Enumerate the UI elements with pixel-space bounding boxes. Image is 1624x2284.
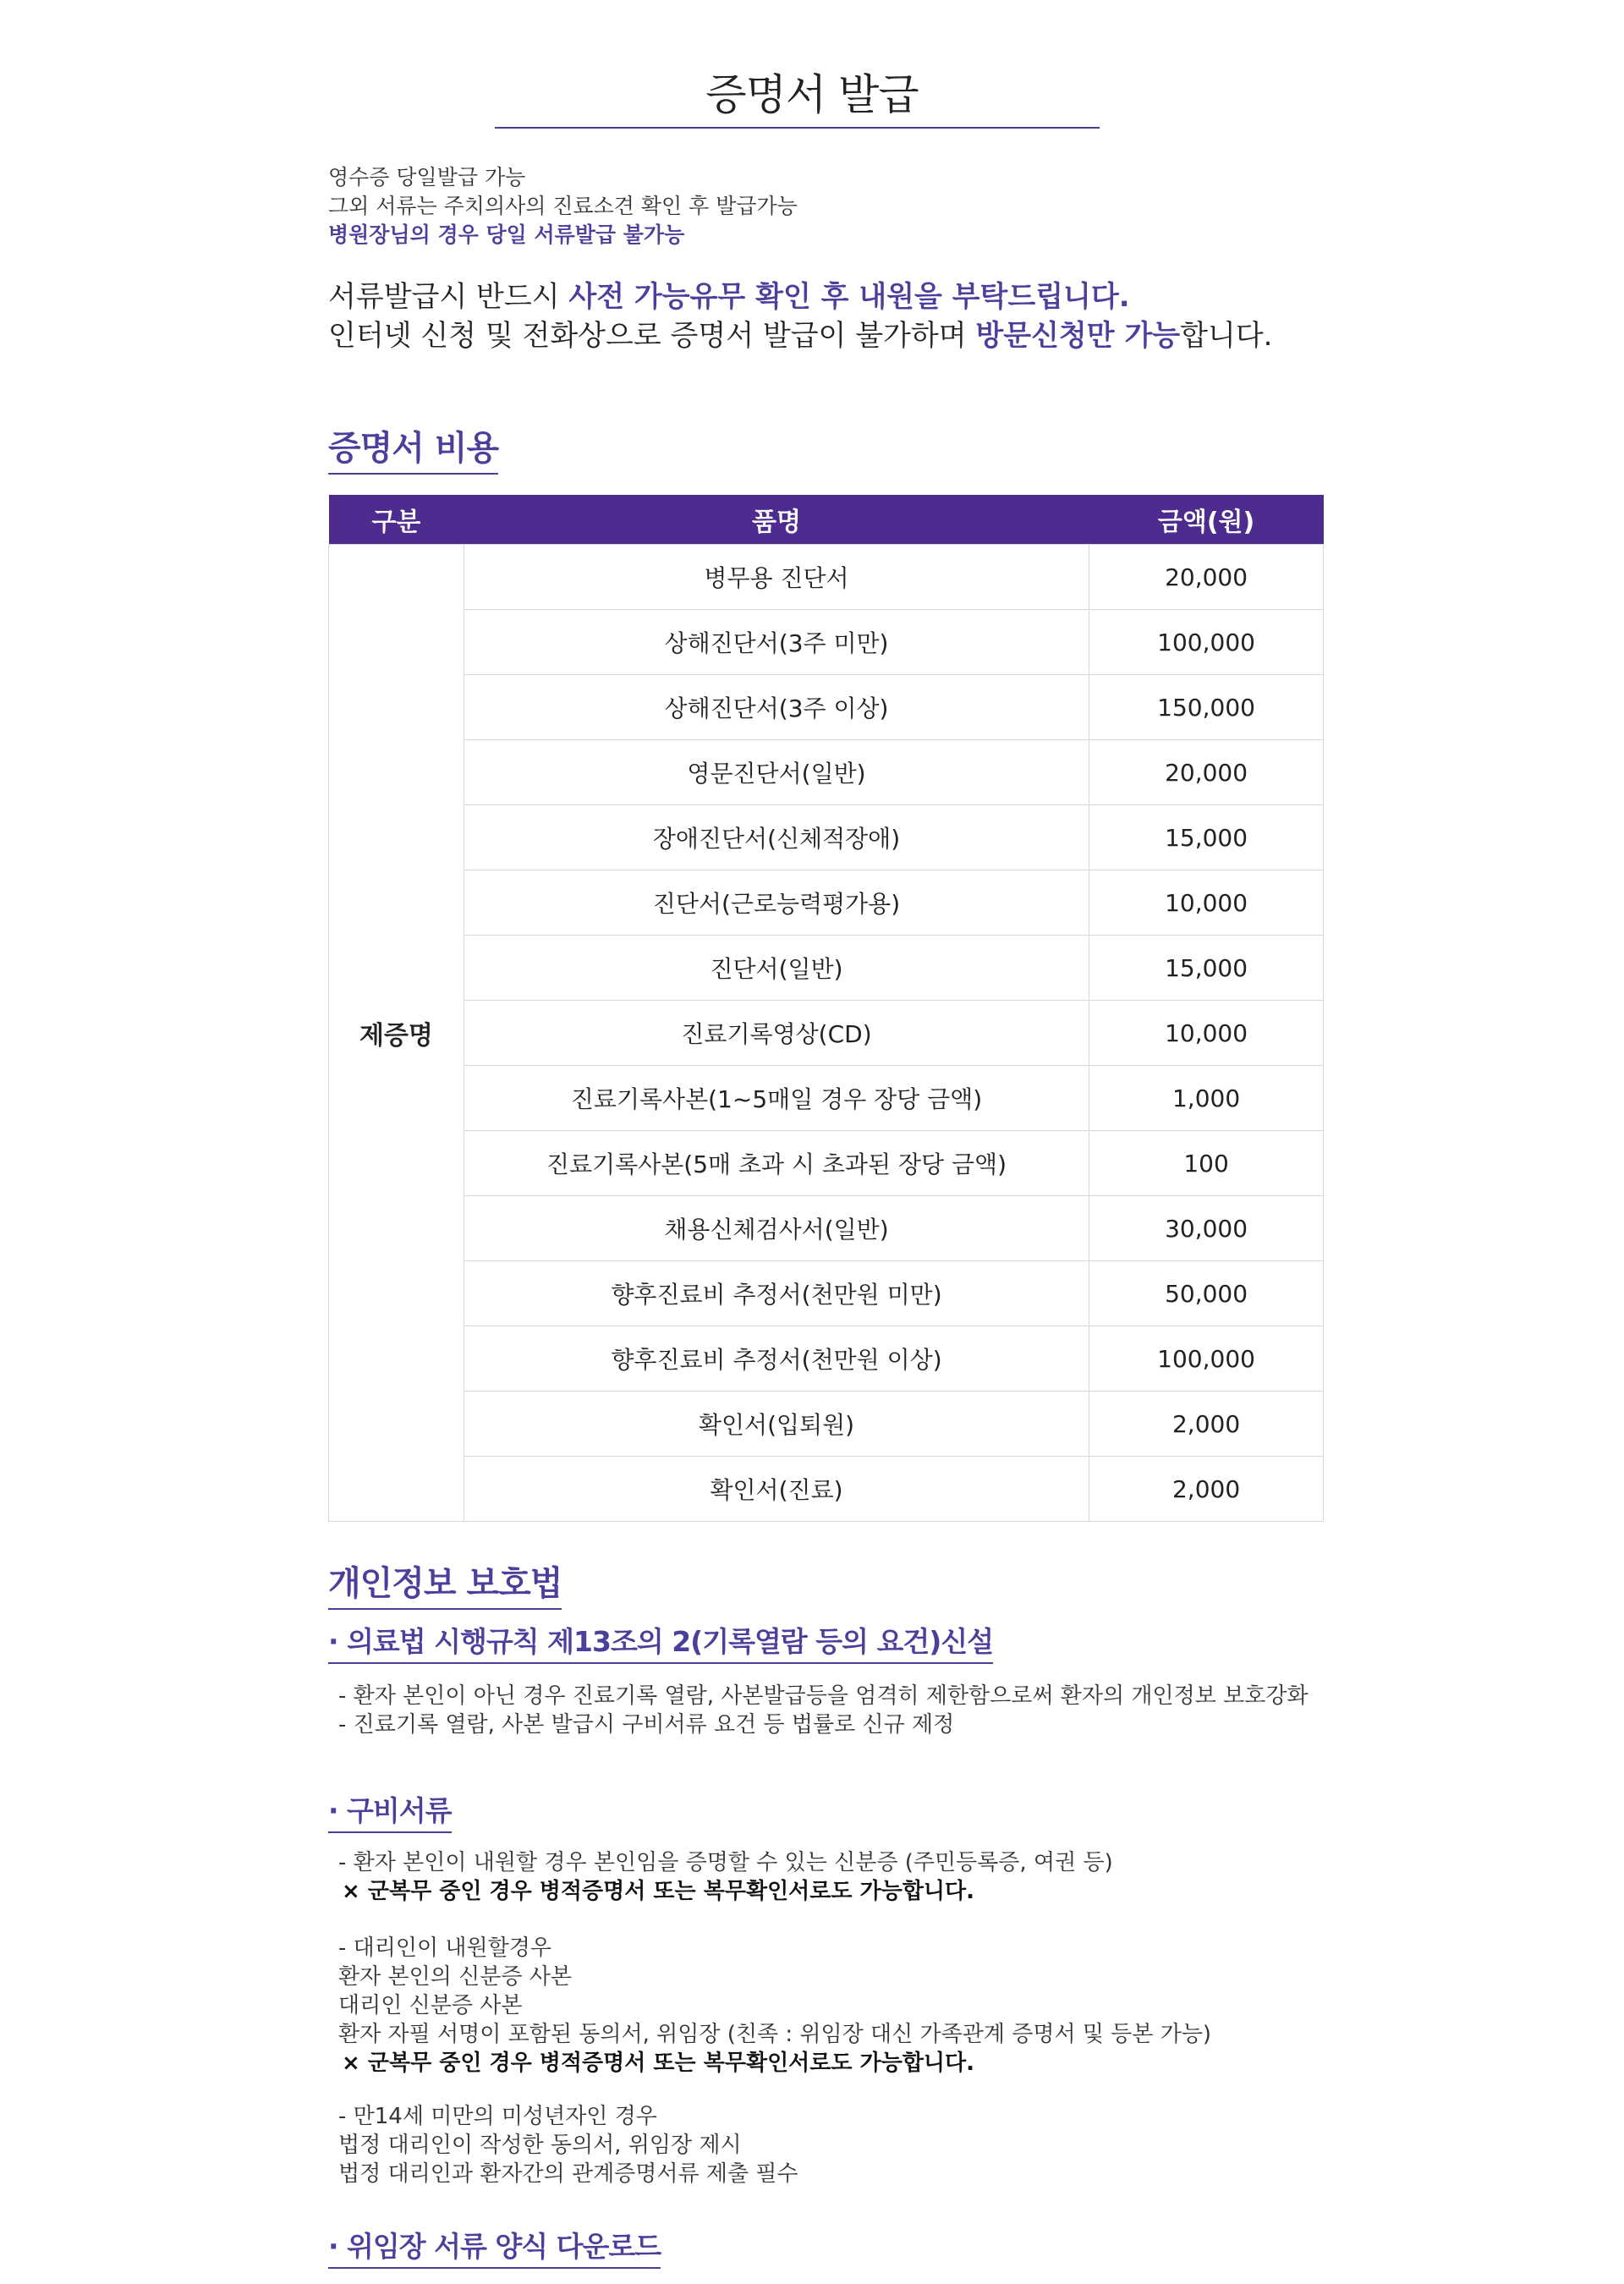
list-item: - 환자 본인이 아닌 경우 진료기록 열람, 사본발급등을 엄격히 제한함으로써 환자의 개인정보 보호강화 bbox=[338, 1683, 1309, 1709]
item-cell: 진단서(일반) bbox=[464, 936, 1089, 1001]
military-note: × 군복무 중인 경우 병적증명서 또는 복무확인서로도 가능합니다. bbox=[342, 1879, 975, 1904]
fee-section-heading: 증명서 비용 bbox=[328, 421, 498, 475]
item-cell: 확인서(입퇴원) bbox=[464, 1392, 1089, 1457]
required-docs-minor bbox=[338, 2102, 798, 2188]
page-title: 증명서 발급 bbox=[705, 70, 919, 119]
table-row bbox=[329, 936, 1324, 1001]
list-item: 환자 본인의 신분증 사본 bbox=[338, 1964, 572, 1990]
header-category: 구분 bbox=[329, 495, 464, 545]
amount-cell: 100 bbox=[1089, 1131, 1324, 1196]
item-cell: 향후진료비 추정서(천만원 이상) bbox=[464, 1326, 1089, 1392]
amount-cell: 15,000 bbox=[1089, 805, 1324, 870]
item-cell: 진단서(근로능력평가용) bbox=[464, 870, 1089, 936]
required-docs-heading: · 구비서류 bbox=[328, 1789, 452, 1833]
amount-cell: 150,000 bbox=[1089, 675, 1324, 740]
fee-table-header bbox=[329, 495, 1324, 545]
list-item: - 진료기록 열람, 사본 발급시 구비서류 요건 등 법률로 신규 제정 bbox=[338, 1712, 955, 1738]
required-docs-proxy bbox=[338, 1934, 1211, 2078]
notice-line-3: 병원장님의 경우 당일 서류발급 불가능 bbox=[328, 222, 685, 247]
law-list bbox=[338, 1682, 1309, 1739]
list-item: - 만14세 미만의 미성년자인 경우 bbox=[338, 2104, 657, 2129]
table-row bbox=[329, 1131, 1324, 1196]
amount-cell: 15,000 bbox=[1089, 936, 1324, 1001]
table-row bbox=[329, 675, 1324, 740]
category-cell: 제증명 bbox=[329, 545, 464, 1522]
amount-cell: 10,000 bbox=[1089, 870, 1324, 936]
amount-cell: 50,000 bbox=[1089, 1261, 1324, 1326]
table-row bbox=[329, 1326, 1324, 1392]
table-row bbox=[329, 545, 1324, 610]
list-item: 법정 대리인이 작성한 동의서, 위임장 제시 bbox=[338, 2133, 742, 2158]
amount-cell: 2,000 bbox=[1089, 1392, 1324, 1457]
item-cell: 장애진단서(신체적장애) bbox=[464, 805, 1089, 870]
item-cell: 진료기록영상(CD) bbox=[464, 1001, 1089, 1066]
amount-cell: 20,000 bbox=[1089, 740, 1324, 805]
table-row bbox=[329, 1066, 1324, 1131]
privacy-heading: 개인정보 보호법 bbox=[328, 1557, 562, 1610]
amount-cell: 1,000 bbox=[1089, 1066, 1324, 1131]
visit-notice-highlight: 방문신청만 가능 bbox=[975, 319, 1181, 353]
visit-notice bbox=[328, 277, 1272, 355]
privacy-subheading-law: · 의료법 시행규칙 제13조의 2(기록열람 등의 요건)신설 bbox=[328, 1620, 993, 1664]
notice-line-1: 영수증 당일발급 가능 bbox=[328, 165, 526, 189]
item-cell: 채용신체검사서(일반) bbox=[464, 1196, 1089, 1261]
visit-notice-line-2 bbox=[328, 316, 1272, 355]
table-row bbox=[329, 740, 1324, 805]
item-cell: 진료기록사본(1~5매일 경우 장당 금액) bbox=[464, 1066, 1089, 1131]
table-row bbox=[329, 1392, 1324, 1457]
item-cell: 영문진단서(일반) bbox=[464, 740, 1089, 805]
header-item: 품명 bbox=[464, 495, 1089, 545]
list-item: - 환자 본인이 내원할 경우 본인임을 증명할 수 있는 신분증 (주민등록증, 여권 등) bbox=[338, 1850, 1113, 1875]
amount-cell: 2,000 bbox=[1089, 1457, 1324, 1522]
item-cell: 상해진단서(3주 이상) bbox=[464, 675, 1089, 740]
table-row bbox=[329, 805, 1324, 870]
item-cell: 진료기록사본(5매 초과 시 초과된 장당 금액) bbox=[464, 1131, 1089, 1196]
amount-cell: 10,000 bbox=[1089, 1001, 1324, 1066]
table-row bbox=[329, 610, 1324, 675]
table-row bbox=[329, 1001, 1324, 1066]
fee-table-body bbox=[329, 545, 1324, 1522]
visit-notice-text: 인터넷 신청 및 전화상으로 증명서 발급이 불가하며 bbox=[328, 319, 976, 353]
required-docs-self bbox=[338, 1848, 1113, 1906]
issue-notice bbox=[328, 163, 798, 250]
notice-line-2: 그외 서류는 주치의사의 진료소견 확인 후 발급가능 bbox=[328, 194, 798, 218]
amount-cell: 30,000 bbox=[1089, 1196, 1324, 1261]
list-item: - 대리인이 내원할경우 bbox=[338, 1935, 551, 1961]
header-amount: 금액(원) bbox=[1089, 495, 1324, 545]
download-form-link[interactable]: · 위임장 서류 양식 다운로드 bbox=[328, 2225, 661, 2269]
item-cell: 상해진단서(3주 미만) bbox=[464, 610, 1089, 675]
item-cell: 확인서(진료) bbox=[464, 1457, 1089, 1522]
fee-table bbox=[328, 495, 1324, 1522]
title-underline bbox=[495, 127, 1100, 129]
list-item: 환자 자필 서명이 포함된 동의서, 위임장 (친족 : 위임장 대신 가족관계 증명서 및 등본 가능) bbox=[338, 2022, 1212, 2047]
list-item: 대리인 신분증 사본 bbox=[338, 1993, 523, 2018]
table-row bbox=[329, 870, 1324, 936]
visit-notice-text: 서류발급시 반드시 bbox=[328, 280, 569, 314]
list-item: 법정 대리인과 환자간의 관계증명서류 제출 필수 bbox=[338, 2161, 798, 2187]
visit-notice-highlight: 사전 가능유무 확인 후 내원을 부탁드립니다. bbox=[568, 280, 1130, 314]
visit-notice-line-1 bbox=[328, 277, 1272, 316]
amount-cell: 100,000 bbox=[1089, 1326, 1324, 1392]
table-row bbox=[329, 1457, 1324, 1522]
military-note: × 군복무 중인 경우 병적증명서 또는 복무확인서로도 가능합니다. bbox=[342, 2051, 975, 2076]
table-row bbox=[329, 1196, 1324, 1261]
visit-notice-text: 합니다. bbox=[1180, 319, 1273, 353]
amount-cell: 20,000 bbox=[1089, 545, 1324, 610]
item-cell: 향후진료비 추정서(천만원 미만) bbox=[464, 1261, 1089, 1326]
amount-cell: 100,000 bbox=[1089, 610, 1324, 675]
item-cell: 병무용 진단서 bbox=[464, 545, 1089, 610]
table-row bbox=[329, 1261, 1324, 1326]
